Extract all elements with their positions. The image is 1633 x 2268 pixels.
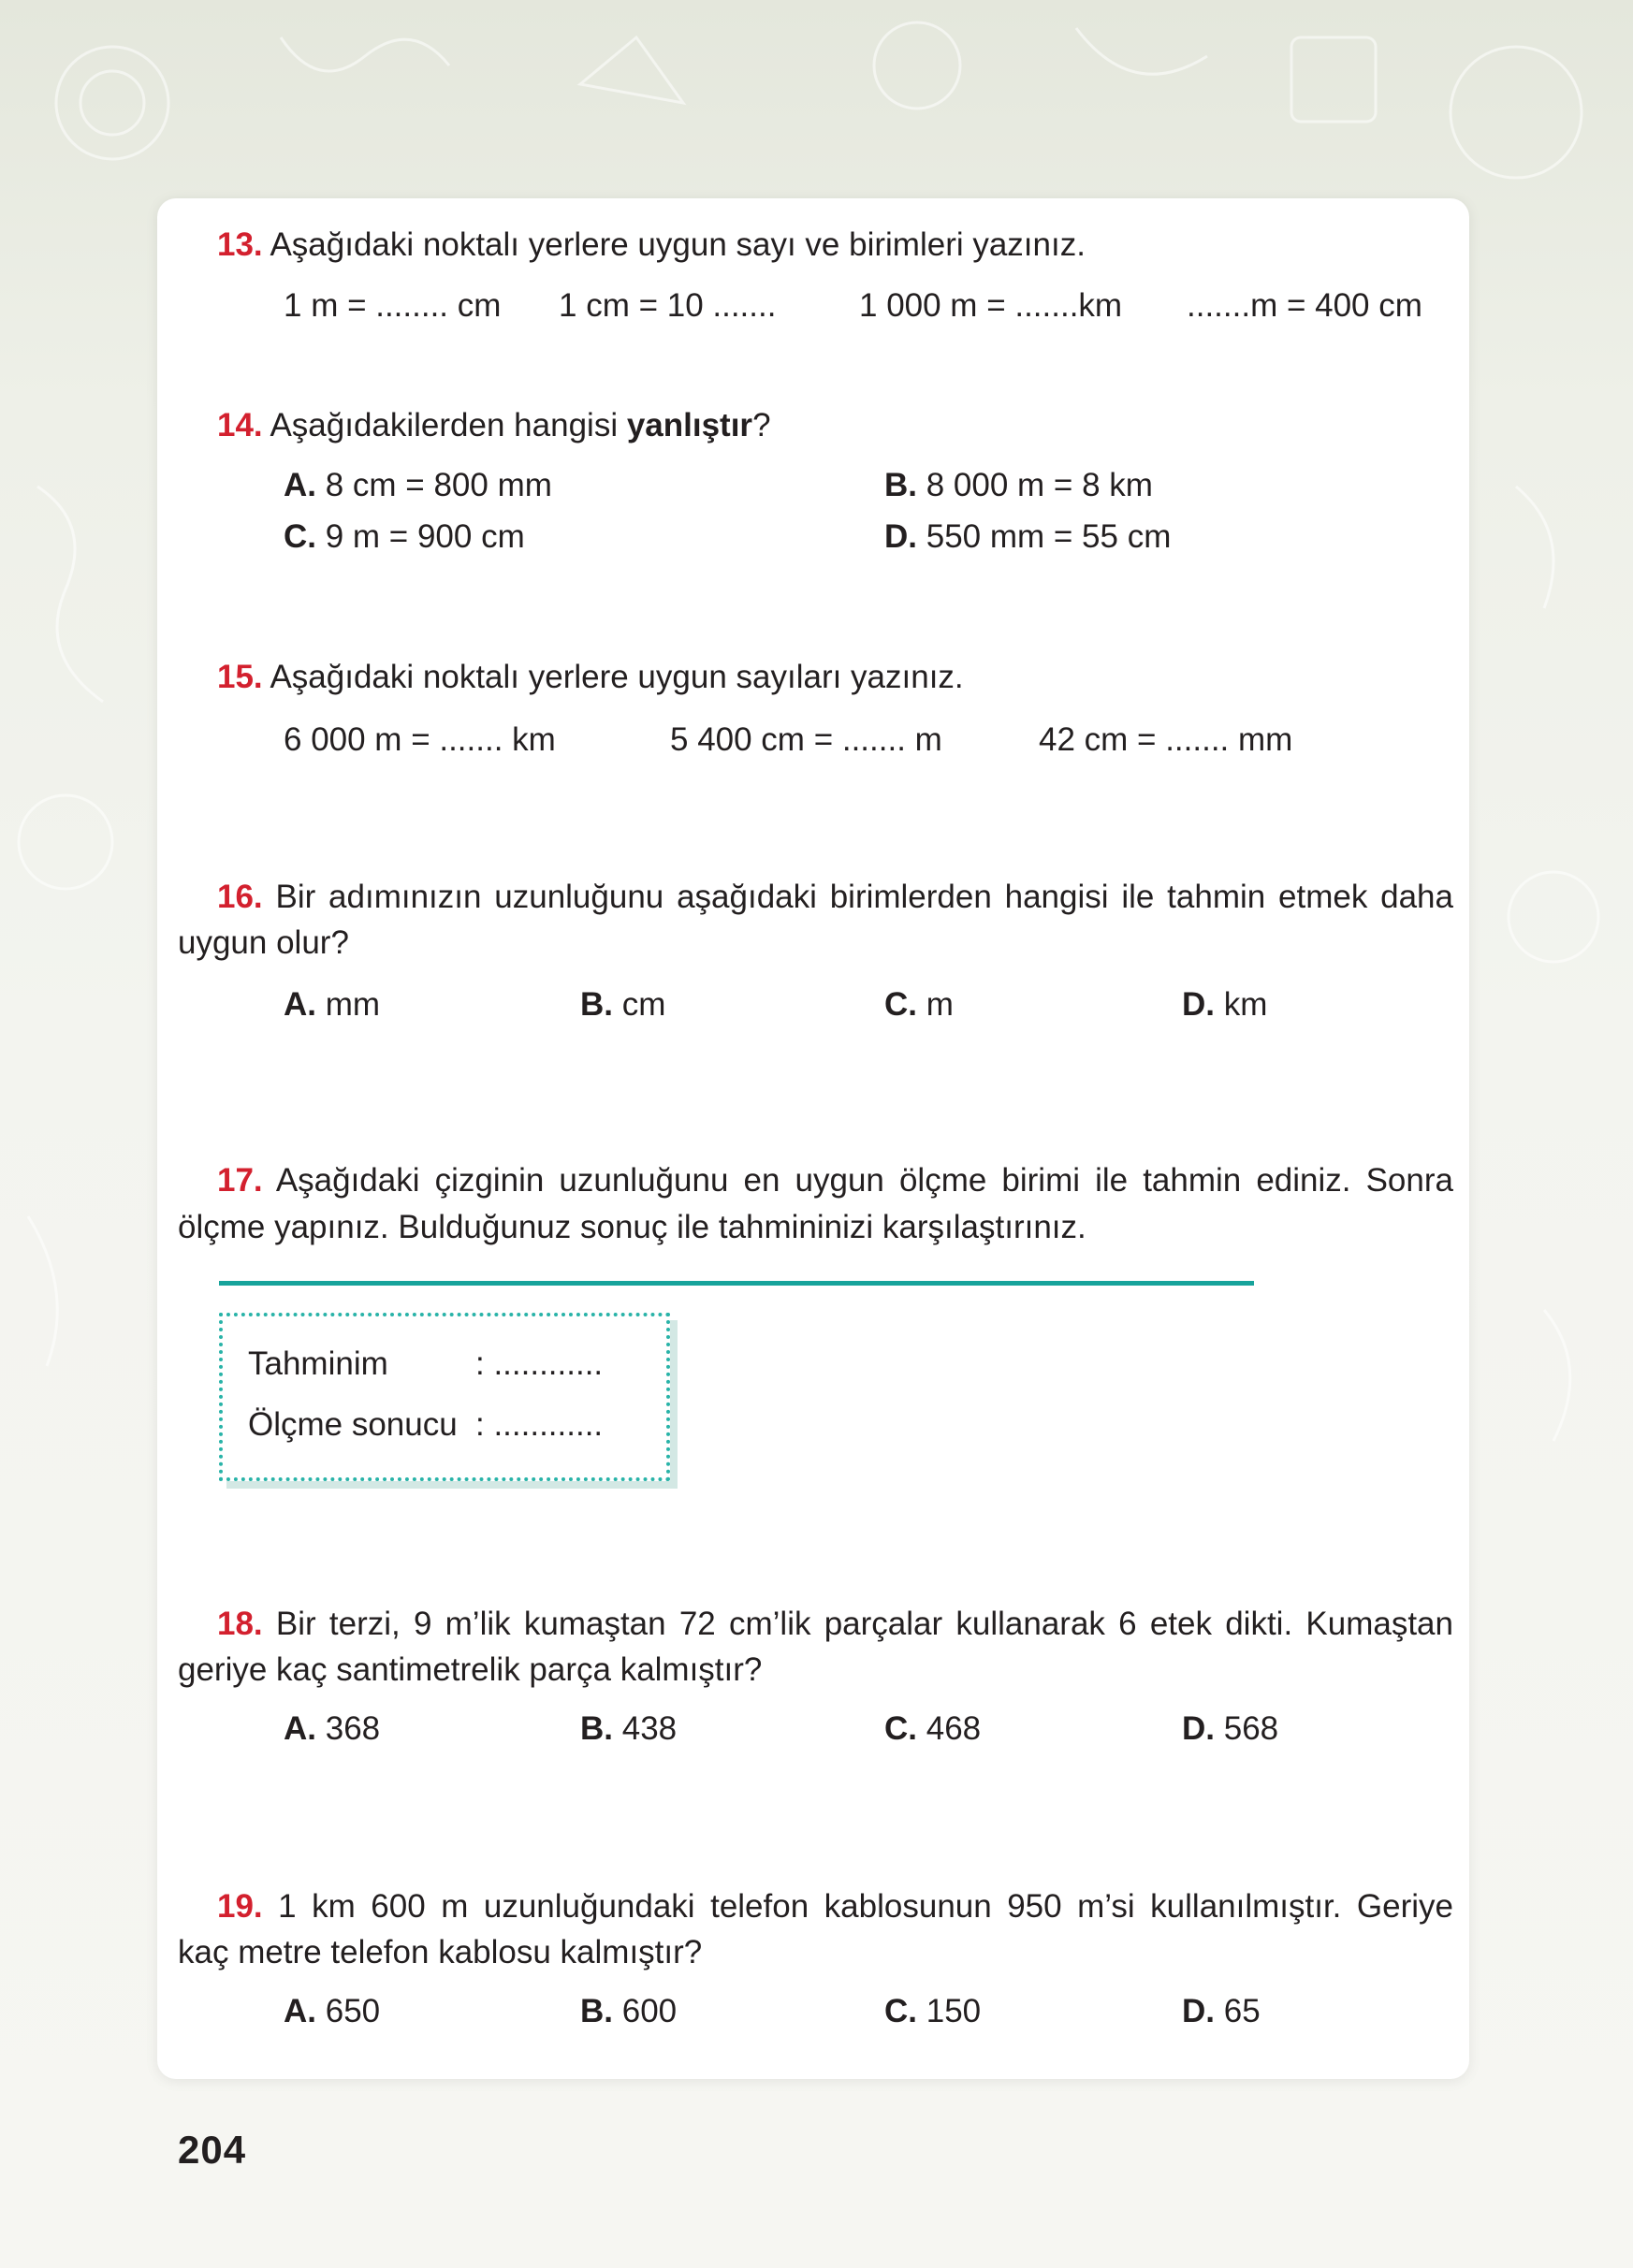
question-13-stem: 13. Aşağıdaki noktalı yerlere uygun sayı ve birimleri yazınız.: [217, 226, 1086, 263]
q18-option-d: D. 568: [1182, 1710, 1279, 1747]
question-16-stem-line2: uygun olur?: [178, 924, 349, 961]
question-19-stem-line2: kaç metre telefon kablosu kalmıştır?: [178, 1934, 703, 1970]
question-14-stem: 14. Aşağıdakilerden hangisi yanlıştır?: [217, 407, 771, 443]
q13-item-3: 1 000 m = .......km: [859, 287, 1123, 324]
q15-item-3: 42 cm = ....... mm: [1039, 721, 1293, 758]
q19-option-c: C. 150: [884, 1993, 982, 2029]
question-15-stem: 15. Aşağıdaki noktalı yerlere uygun sayıları yazınız.: [217, 659, 964, 695]
q16-option-d: D. km: [1182, 986, 1268, 1023]
q18-option-c: C. 468: [884, 1710, 982, 1747]
q16-option-b: B. cm: [580, 986, 666, 1023]
q15-item-2: 5 400 cm = ....... m: [670, 721, 942, 758]
q18-option-b: B. 438: [580, 1710, 678, 1747]
q13-item-1: 1 m = ........ cm: [284, 287, 502, 324]
q13-item-4: .......m = 400 cm: [1187, 287, 1422, 324]
question-18-stem-line2: geriye kaç santimetrelik parça kalmıştır?: [178, 1651, 763, 1688]
q14-option-c: C. 9 m = 900 cm: [284, 518, 525, 555]
question-17-stem-line2: ölçme yapınız. Bulduğunuz sonuç ile tahmininizi karşılaştırınız.: [178, 1209, 1086, 1245]
q13-item-2: 1 cm = 10 .......: [559, 287, 777, 324]
q14-option-a: A. 8 cm = 800 mm: [284, 467, 552, 503]
question-18-stem-line1: 18. Bir terzi, 9 m’lik kumaştan 72 cm’lik parçalar kullanarak 6 etek dikti. Kumaştan: [217, 1606, 1453, 1642]
q14-option-d: D. 550 mm = 55 cm: [884, 518, 1172, 555]
question-17-stem-line1: 17. Aşağıdaki çizginin uzunluğunu en uygun ölçme birimi ile tahmin ediniz. Sonra: [217, 1162, 1453, 1199]
q14-option-b: B. 8 000 m = 8 km: [884, 467, 1153, 503]
estimate-label: Tahminim: [248, 1345, 388, 1382]
q15-item-1: 6 000 m = ....... km: [284, 721, 556, 758]
question-19-stem-line1: 19. 1 km 600 m uzunluğundaki telefon kablosunun 950 m’si kullanılmıştır. Geriye: [217, 1888, 1453, 1925]
result-answer-blank[interactable]: : ............: [475, 1406, 604, 1443]
measurement-answer-box: [219, 1313, 670, 1481]
page-number: 204: [178, 2128, 247, 2172]
q19-option-b: B. 600: [580, 1993, 678, 2029]
q16-option-c: C. m: [884, 986, 954, 1023]
question-16-stem-line1: 16. Bir adımınızın uzunluğunu aşağıdaki birimlerden hangisi ile tahmin etmek daha: [217, 879, 1453, 915]
result-label: Ölçme sonucu: [248, 1406, 458, 1443]
estimate-answer-blank[interactable]: : ............: [475, 1345, 604, 1382]
measurement-line: [219, 1281, 1254, 1286]
q19-option-a: A. 650: [284, 1993, 381, 2029]
q18-option-a: A. 368: [284, 1710, 381, 1747]
q19-option-d: D. 65: [1182, 1993, 1261, 2029]
q16-option-a: A. mm: [284, 986, 381, 1023]
